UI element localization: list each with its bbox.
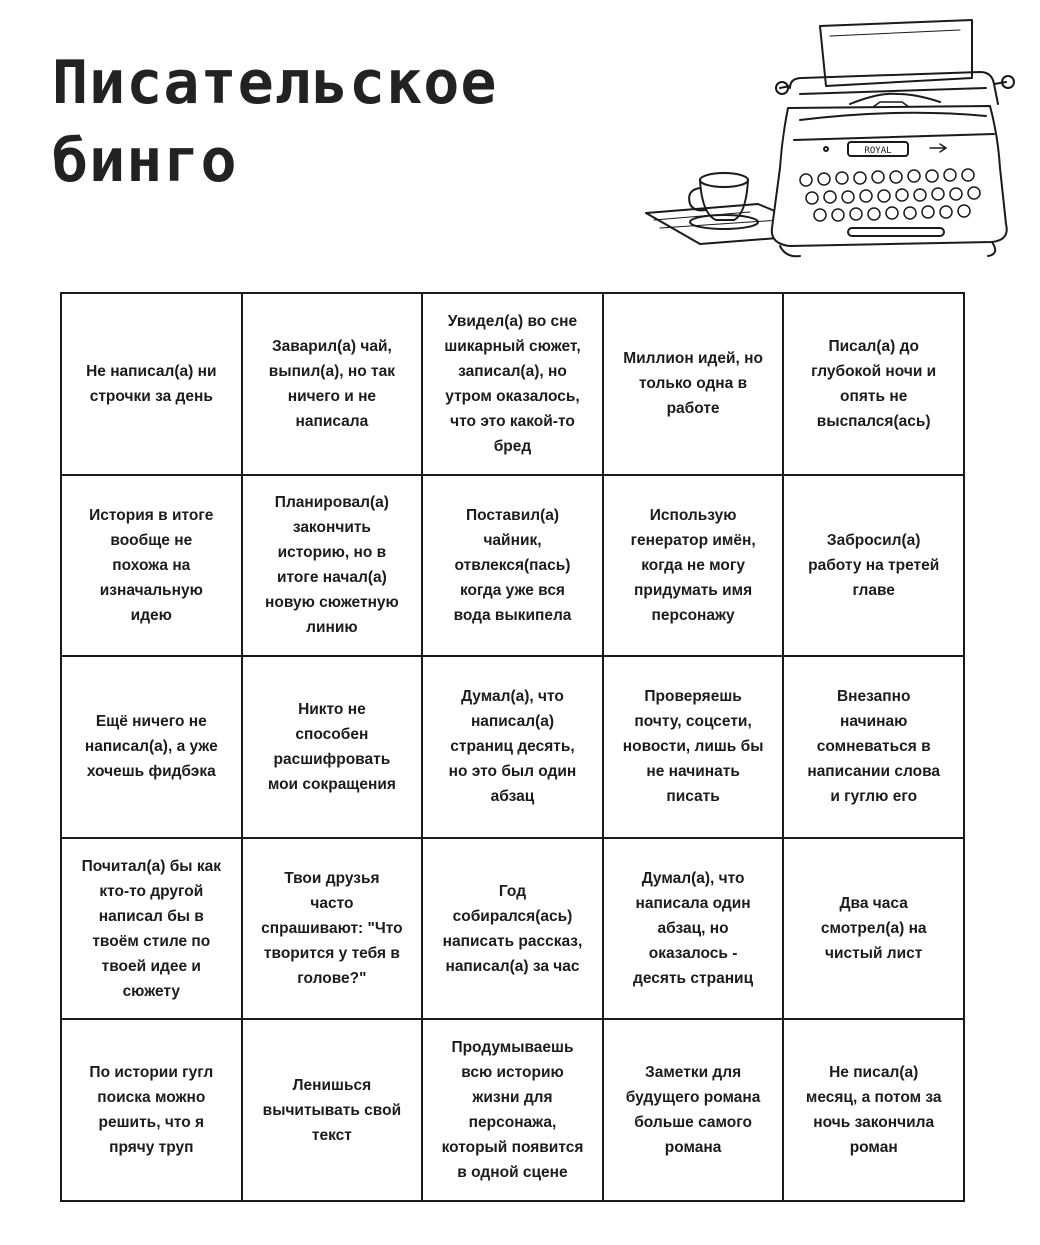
bingo-cell: Не писал(а) месяц, а потом за ночь закончила роман xyxy=(784,1020,963,1200)
bingo-cell: По истории гугл поиска можно решить, что я прячу труп xyxy=(62,1020,241,1200)
bingo-cell: Ещё ничего не написал(а), а уже хочешь фидбэка xyxy=(62,657,241,837)
bingo-cell: Думал(а), что написал(а) страниц десять, но это был один абзац xyxy=(423,657,602,837)
bingo-cell: Ленишься вычитывать свой текст xyxy=(243,1020,422,1200)
bingo-cell: Продумываешь всю историю жизни для персонажа, который появится в одной сцене xyxy=(423,1020,602,1200)
bingo-cell: Проверяешь почту, соцсети, новости, лишь бы не начинать писать xyxy=(604,657,783,837)
bingo-cell: Почитал(а) бы как кто-то другой написал бы в твоём стиле по твоей идее и сюжету xyxy=(62,839,241,1019)
bingo-cell: Использую генератор имён, когда не могу придумать имя персонажу xyxy=(604,476,783,656)
bingo-cell: Год собирался(ась) написать рассказ, написал(а) за час xyxy=(423,839,602,1019)
title-line-1: Писательское xyxy=(52,48,498,118)
typewriter-icon xyxy=(772,20,1014,256)
bingo-cell: Заметки для будущего романа больше самого романа xyxy=(604,1020,783,1200)
bingo-cell: Поставил(а) чайник, отвлекся(пась) когда уже вся вода выкипела xyxy=(423,476,602,656)
bingo-cell: Твои друзья часто спрашивают: "Что творится у тебя в голове?" xyxy=(243,839,422,1019)
bingo-cell: Заварил(а) чай, выпил(а), но так ничего и не написала xyxy=(243,294,422,474)
page-title xyxy=(52,44,497,200)
bingo-cell: Никто не способен расшифровать мои сокращения xyxy=(243,657,422,837)
bingo-cell: Внезапно начинаю сомневаться в написании слова и гуглю его xyxy=(784,657,963,837)
bingo-cell: Писал(а) до глубокой ночи и опять не выспался(ась) xyxy=(784,294,963,474)
title-line-2: бинго xyxy=(52,126,238,196)
bingo-cell: Забросил(а) работу на третей главе xyxy=(784,476,963,656)
bingo-cell: Увидел(а) во сне шикарный сюжет, записал(а), но утром оказалось, что это какой-то бред xyxy=(423,294,602,474)
bingo-cell: Думал(а), что написала один абзац, но оказалось - десять страниц xyxy=(604,839,783,1019)
typewriter-illustration xyxy=(640,8,1020,266)
bingo-cell: История в итоге вообще не похожа на изначальную идею xyxy=(62,476,241,656)
bingo-cell: Миллион идей, но только одна в работе xyxy=(604,294,783,474)
bingo-grid xyxy=(60,292,965,1202)
typewriter-brand-label: ROYAL xyxy=(864,146,892,156)
bingo-cell: Два часа смотрел(а) на чистый лист xyxy=(784,839,963,1019)
bingo-cell: Не написал(а) ни строчки за день xyxy=(62,294,241,474)
bingo-cell: Планировал(а) закончить историю, но в итоге начал(а) новую сюжетную линию xyxy=(243,476,422,656)
